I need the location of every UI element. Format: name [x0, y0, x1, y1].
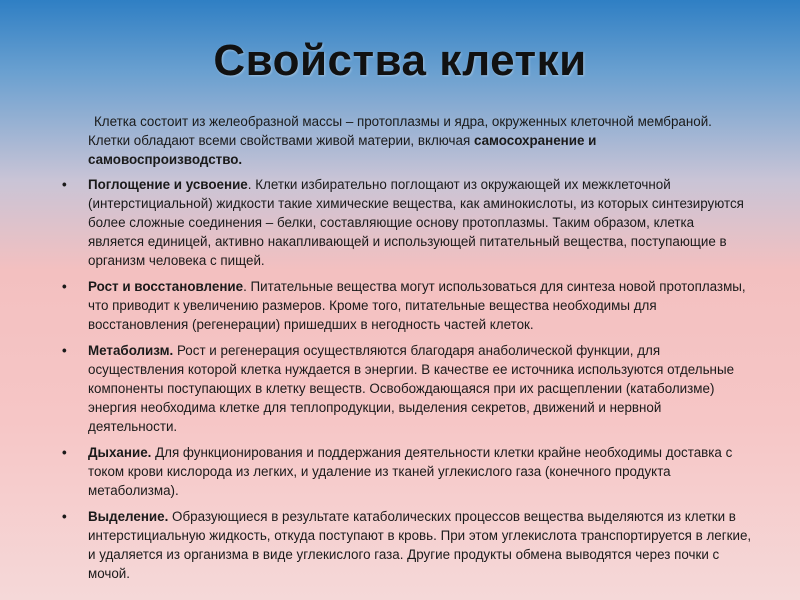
- item-term: Поглощение и усвоение: [88, 177, 248, 192]
- item-text: . Клетки избирательно поглощают из окружающей их межклеточной (интерстициальной) жидкости такие химические вещества, как аминокислоты, из которых синтезируются более сложные соединения – белки, составляющие основу протоплазмы. Таким образом, клетка является единицей, активно накапливающей и использующей питательный вещества, поступающие в организм человека с пищей.: [88, 177, 744, 268]
- item-text: . Питательные вещества могут использоваться для синтеза новой протоплазмы, что приводит к увеличению размеров. Кроме того, питательные вещества необходимы для восстановления (регенерации) пришедших в негодность частей клеток.: [88, 279, 746, 332]
- intro-bold-text: самосохранение и самовоспроизводство.: [88, 133, 597, 167]
- slide-content: [62, 112, 752, 590]
- item-term: Выделение.: [88, 509, 169, 524]
- list-item: [62, 175, 752, 270]
- list-item: [62, 341, 752, 436]
- properties-list: [62, 175, 752, 583]
- item-term: Рост и восстановление: [88, 279, 244, 294]
- slide-title: Свойства клетки: [213, 36, 587, 85]
- list-item: [62, 507, 752, 583]
- item-text: Образующиеся в результате катаболических процессов вещества выделяются из клетки в интерстициальную жидкость, откуда поступают в кровь. При этом углекислота транспортируется в легкие, и удаляется из организма в виде углекислого газа. Другие продукты обмена выводятся через почки с мочой.: [88, 509, 752, 581]
- bullet-icon: •: [62, 445, 67, 460]
- bullet-icon: •: [62, 509, 67, 524]
- item-text: Рост и регенерация осуществляются благодаря анаболической функции, для осуществления которой клетка нуждается в энергии. В качестве ее источника используются отдельные компоненты поступающих в клетку веществ. Освобождающаяся при их расщеплении (катаболизме) энергия необходима клетке для теплопродукции, выделения секретов, движений и нервной деятельности.: [88, 343, 735, 434]
- bullet-icon: •: [62, 279, 67, 294]
- item-text: Для функционирования и поддержания деятельности клетки крайне необходимы доставка с током крови кислорода из легких, и удаление из тканей углекислого газа (конечного продукта метаболизма).: [88, 445, 733, 498]
- list-item: [62, 443, 752, 500]
- bullet-icon: •: [62, 343, 67, 358]
- list-item: [62, 277, 752, 334]
- item-term: Метаболизм.: [88, 343, 174, 358]
- intro-paragraph: [88, 112, 752, 169]
- bullet-icon: •: [62, 177, 67, 192]
- intro-text: Клетка состоит из желеобразной массы – протоплазмы и ядра, окруженных клеточной мембраной. Клетки обладают всеми свойствами живой материи, включая: [88, 114, 712, 148]
- item-term: Дыхание.: [88, 445, 152, 460]
